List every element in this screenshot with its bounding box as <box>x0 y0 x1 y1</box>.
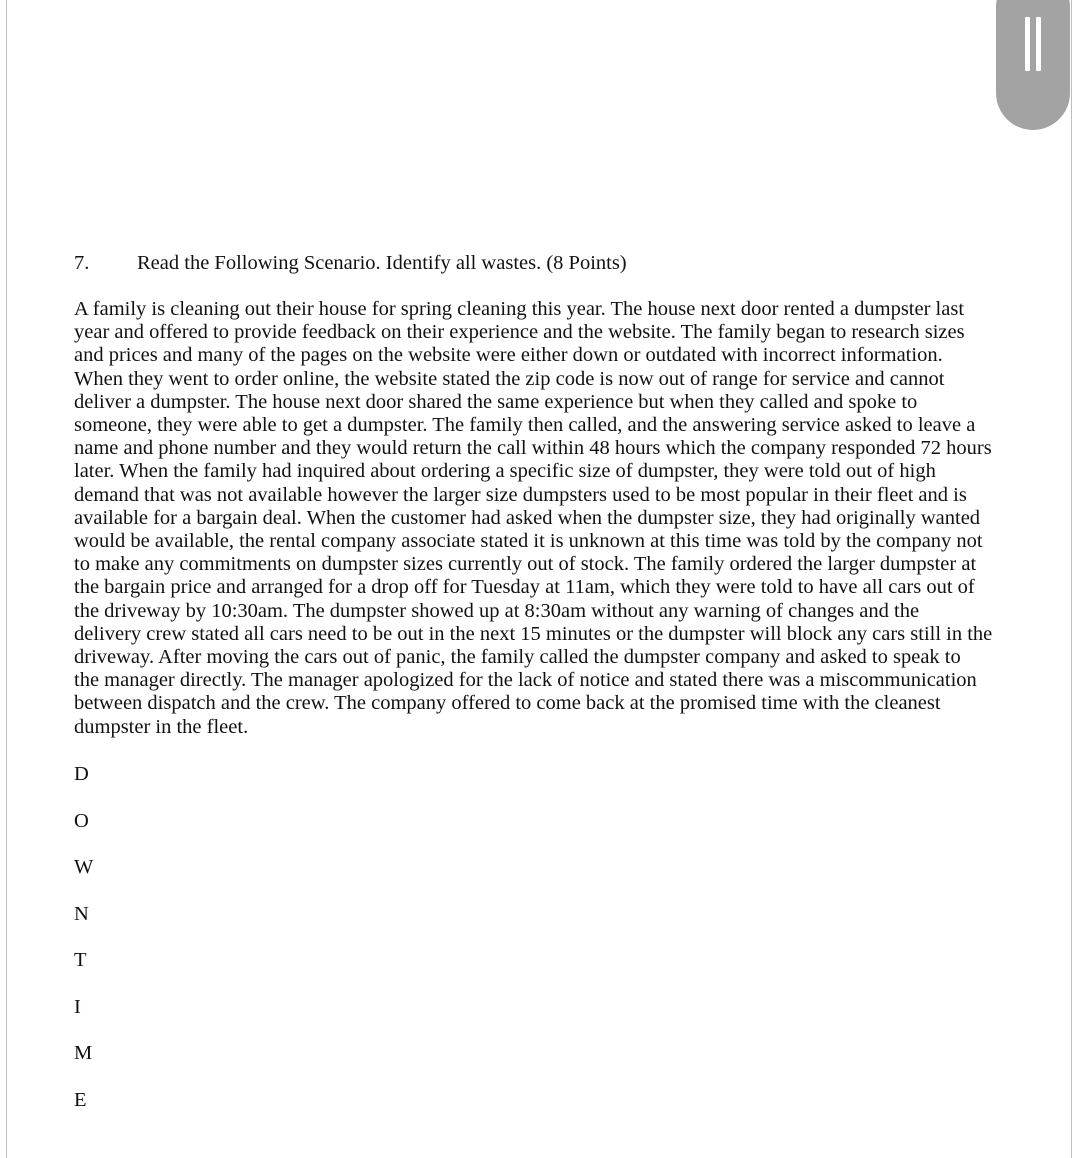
scenario-line: name and phone number and they would return the call within 48 hours which the company responded 72 hours <box>74 437 992 460</box>
downtime-letter: W <box>74 856 94 878</box>
downtime-letter: D <box>74 763 89 785</box>
question-prompt: Read the Following Scenario. Identify all wastes. (8 Points) <box>137 252 627 274</box>
scenario-line: delivery crew stated all cars need to be out in the next 15 minutes or the dumpster will block any cars still in the <box>74 622 993 645</box>
downtime-acronym <box>74 762 93 1134</box>
downtime-letter: O <box>74 809 89 832</box>
scenario-line: would be available, the rental company associate stated it is unknown at this time was told by the company not <box>74 530 983 553</box>
scenario-line: When they went to order online, the website stated the zip code is now out of range for service and cannot <box>74 367 945 390</box>
scenario-line: deliver a dumpster. The house next door shared the same experience but when they called and spoke to <box>74 390 918 413</box>
scenario-line: driveway. After moving the cars out of panic, the family called the dumpster company and asked to speak to <box>74 646 961 669</box>
menu-handle-icon[interactable] <box>996 0 1070 130</box>
scenario-line: dumpster in the fleet. <box>74 715 249 738</box>
downtime-letter: E <box>74 1088 87 1111</box>
scenario-line: demand that was not available however the larger size dumpsters used to be most popular in their fleet and is <box>74 483 967 506</box>
scenario-line: to make any commitments on dumpster sizes currently out of stock. The family ordered the larger dumpster at <box>74 553 977 576</box>
menu-handle-bar <box>1036 17 1041 71</box>
scenario-line: and prices and many of the pages on the website were either down or outdated with incorrect information. <box>74 344 943 367</box>
document-page <box>6 0 1072 1158</box>
downtime-letter: N <box>74 902 89 925</box>
scenario-line: between dispatch and the crew. The company offered to come back at the promised time with the cleanest <box>74 692 941 715</box>
downtime-letter: T <box>74 949 87 971</box>
scenario-line: later. When the family had inquired about ordering a specific size of dumpster, they were told out of high <box>74 460 936 483</box>
downtime-letter: I <box>74 995 81 1018</box>
scenario-line: the manager directly. The manager apologized for the lack of notice and stated there was a miscommunication <box>74 669 977 692</box>
scenario-line: the driveway by 10:30am. The dumpster showed up at 8:30am without any warning of changes and the <box>74 599 920 622</box>
scenario-line: someone, they were able to get a dumpster. The family then called, and the answering service asked to leave a <box>74 414 976 437</box>
scenario-paragraph <box>74 298 992 739</box>
downtime-letter: M <box>74 1042 93 1064</box>
scenario-line: year and offered to provide feedback on their experience and the website. The family began to research sizes <box>74 321 965 344</box>
scenario-line: A family is cleaning out their house for spring cleaning this year. The house next door rented a dumpster last <box>74 298 965 320</box>
scenario-line: the bargain price and arranged for a drop off for Tuesday at 11am, which they were told to have all cars out of <box>74 576 975 599</box>
question-heading <box>74 251 627 275</box>
scenario-line: available for a bargain deal. When the customer had asked when the dumpster size, they had originally wanted <box>74 506 981 529</box>
menu-handle-bar <box>1025 17 1030 71</box>
question-number: 7. <box>74 252 90 274</box>
